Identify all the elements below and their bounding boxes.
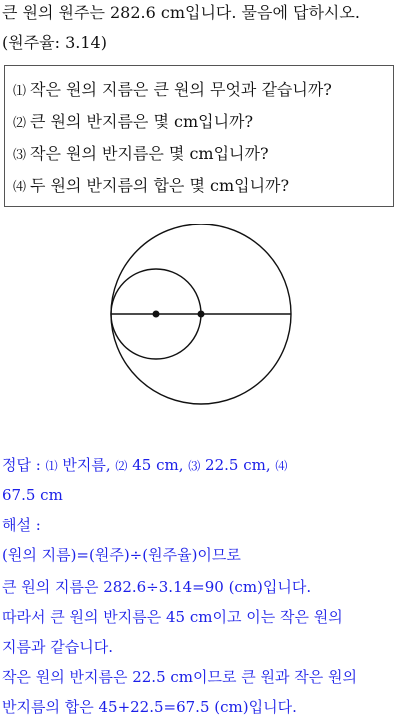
explanation-line-3: 따라서 큰 원의 반지름은 45 cm이고 이는 작은 원의 (2, 608, 343, 626)
answer-part-3-text: 22.5 cm, (205, 456, 271, 474)
circle-figure (106, 224, 296, 414)
explanation-line-2: 큰 원의 지름은 282.6÷3.14=90 (cm)입니다. (2, 578, 312, 596)
subquestion-1-text: 작은 원의 지름은 큰 원의 무엇과 같습니까? (30, 80, 332, 99)
explanation-line-5: 작은 원의 반지름은 22.5 cm이므로 큰 원과 작은 원의 (2, 668, 357, 686)
subquestion-2 (13, 112, 253, 134)
subquestion-4 (13, 176, 289, 198)
subquestion-1 (13, 80, 332, 102)
question-line-2: (원주율: 3.14) (2, 33, 107, 52)
answer-part-1-number: ⑴ (45, 459, 58, 473)
explanation-line-1: (원의 지름)=(원주)÷(원주율)이므로 (2, 546, 241, 564)
answer-part-4-number: ⑷ (275, 459, 288, 473)
subquestion-box (4, 65, 394, 207)
small-circle-center-dot (153, 311, 160, 318)
large-circle-center-dot (198, 311, 205, 318)
subquestion-3 (13, 144, 269, 166)
question-line-1: 큰 원의 원주는 282.6 cm입니다. 물음에 답하시오. (2, 3, 360, 22)
subquestion-1-number: ⑴ (13, 84, 27, 99)
explanation-label: 해설 : (2, 516, 41, 534)
explanation-line-6: 반지름의 합은 45+22.5=67.5 (cm)입니다. (2, 698, 297, 716)
answer-line (2, 455, 287, 476)
answer-part-1-text: 반지름, (62, 456, 111, 474)
explanation-line-4: 지름과 같습니다. (2, 638, 113, 656)
answer-label: 정답 : (2, 456, 41, 474)
subquestion-2-number: ⑵ (13, 116, 27, 131)
answer-continuation: 67.5 cm (2, 486, 63, 504)
subquestion-4-text: 두 원의 반지름의 합은 몇 cm입니까? (30, 176, 290, 195)
subquestion-3-number: ⑶ (13, 148, 27, 163)
subquestion-4-number: ⑷ (13, 180, 27, 195)
answer-part-2-text: 45 cm, (132, 456, 184, 474)
subquestion-3-text: 작은 원의 반지름은 몇 cm입니까? (30, 144, 269, 163)
subquestion-2-text: 큰 원의 반지름은 몇 cm입니까? (30, 112, 254, 131)
answer-part-2-number: ⑵ (115, 459, 128, 473)
answer-part-3-number: ⑶ (188, 459, 201, 473)
